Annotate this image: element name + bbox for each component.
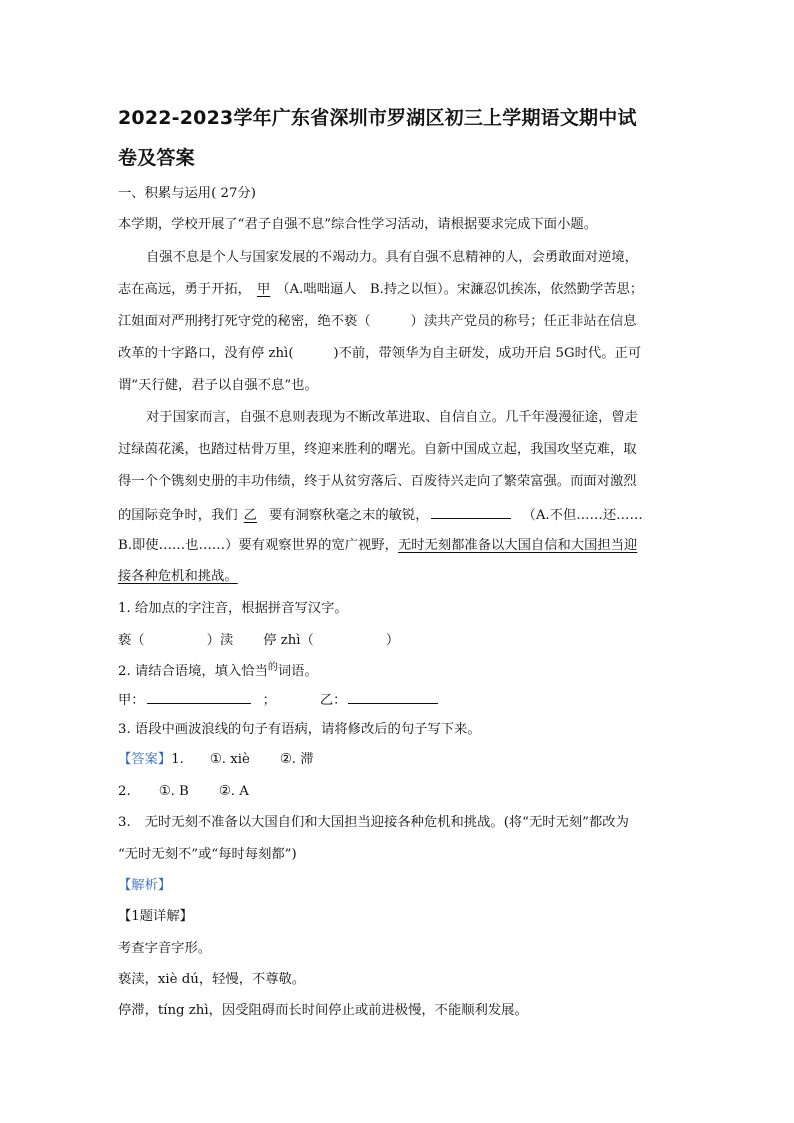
question-2: [118, 662, 688, 683]
para1-line-2-end: （A.咄咄逼人 B.持之以恒）。宋濂忍饥挨冻，依然勤学苦思；: [276, 282, 644, 297]
q2-text-end: 词语。: [277, 664, 318, 679]
para1-line-2: [118, 280, 688, 300]
answer-line-2: [118, 782, 688, 802]
para2-line-3: 得一个个镌刻史册的丰功伟绩，终于从贫穷落后、百废待兴走向了繁荣富强。而面对激烈: [118, 474, 637, 489]
answer-line-3: [118, 813, 688, 833]
answer-1-number: 1.: [171, 752, 184, 767]
para1-line-3: 江姐面对严刑拷打死守党的秘密，绝不亵（ ）渎共产党员的称号；任正非站在信息: [118, 314, 637, 329]
para2-line-1: 对于国家而言，自强不息则表现为不断改革进取、自信自立。几千年漫漫征途，曾走: [146, 410, 638, 425]
q1-item-a-open: 亵（: [118, 633, 145, 648]
para2-line-4: [118, 504, 688, 526]
answer-3-number: 3.: [118, 815, 131, 830]
answer-1-part-1: ①. xiè: [209, 752, 250, 767]
answer-2-part-2: ②. A: [218, 784, 249, 799]
para2-line-4-mid: 要有洞察秋毫之末的敏锐，: [268, 508, 429, 523]
section-heading: 一、积累与运用( 27分): [118, 186, 256, 201]
document-title-line-1: 2022-2023学年广东省深圳市罗湖区初三上学期语文期中试: [118, 107, 637, 129]
analysis-q1-heading: 【1题详解】: [118, 909, 193, 924]
answer-3-text: 无时无刻不准备以大国自们和大国担当迎接各种危机和挑战。(将“无时无刻”都改为: [144, 815, 629, 830]
q2-jia-blank: [147, 689, 251, 704]
q1-item-b-open: 停 zhì（: [263, 633, 314, 648]
q1-item-b-close: ）: [385, 633, 400, 648]
para2-line-4-end: （A.不但……还……: [522, 508, 643, 523]
analysis-line-3: 停滞，tíng zhì，因受阻碍而长时间停止或前进极慢，不能顺利发展。: [118, 1003, 528, 1018]
para1-line-1: 自强不息是个人与国家发展的不竭动力。具有自强不息精神的人，会勇敢面对逆境，: [146, 250, 638, 265]
q2-jia-label: 甲：: [118, 693, 145, 708]
q2-text-start: 2. 请结合语境，填入恰当: [118, 664, 268, 679]
answer-blank: [431, 504, 511, 519]
analysis-label: 【解析】: [118, 878, 172, 893]
question-2-blanks: [118, 689, 688, 711]
analysis-line-2: 亵渎，xiè dú，轻慢，不尊敬。: [118, 972, 306, 987]
q1-item-a-close: ）渎: [206, 633, 234, 648]
answer-1-part-2: ②. 滞: [279, 752, 314, 767]
wavy-sentence-part-1: 无时无刻都准备以大国自信和大国担当迎: [397, 538, 638, 553]
para2-line-2: 过绿茵花溪，也踏过枯骨万里，终迎来胜利的曙光。自新中国成立起，我国攻坚克难，取: [118, 442, 637, 457]
question-1-items: [118, 631, 688, 651]
blank-jia: 甲: [256, 282, 271, 297]
q2-yi-label: 乙：: [319, 693, 347, 708]
intro-text: 本学期，学校开展了“君子自强不息”综合性学习活动，请根据要求完成下面小题。: [118, 217, 597, 232]
answer-line-1: [118, 750, 688, 770]
para2-line-5: [118, 536, 688, 556]
blank-yi: 乙: [243, 508, 257, 523]
analysis-line-1: 考查字音字形。: [118, 941, 212, 956]
para2-line-4-start: 的国际竞争时，我们: [118, 508, 238, 523]
para2-line-5-start: B.即使……也……）要有观察世界的宽广视野，: [118, 538, 398, 553]
question-1: 1. 给加点的字注音，根据拼音写汉字。: [118, 601, 348, 616]
q2-separator: ；: [262, 693, 276, 708]
document-title-line-2: 卷及答案: [118, 147, 195, 169]
para2-line-6: [118, 567, 688, 587]
para1-line-4: 改革的十字路口，没有停 zhì( )不前，带领华为自主研发，成功开启 5G时代。正可: [118, 346, 642, 361]
para1-line-2-start: 志在高远，勇于开拓，: [118, 282, 251, 297]
wavy-sentence-part-2: 接各种危机和挑战。: [118, 569, 238, 584]
question-3: 3. 语段中画波浪线的句子有语病，请将修改后的句子写下来。: [118, 722, 481, 737]
para1-line-5: 谓“天行健，君子以自强不息”也。: [118, 378, 318, 393]
answer-2-part-1: ①. B: [158, 784, 189, 799]
q2-yi-blank: [348, 689, 438, 704]
answer-label: 【答案】: [118, 752, 172, 767]
q2-text-sup: 的: [267, 662, 278, 673]
answer-line-4: “无时无刻不”或“每时每刻都”): [118, 847, 297, 862]
answer-2-number: 2.: [118, 784, 131, 799]
